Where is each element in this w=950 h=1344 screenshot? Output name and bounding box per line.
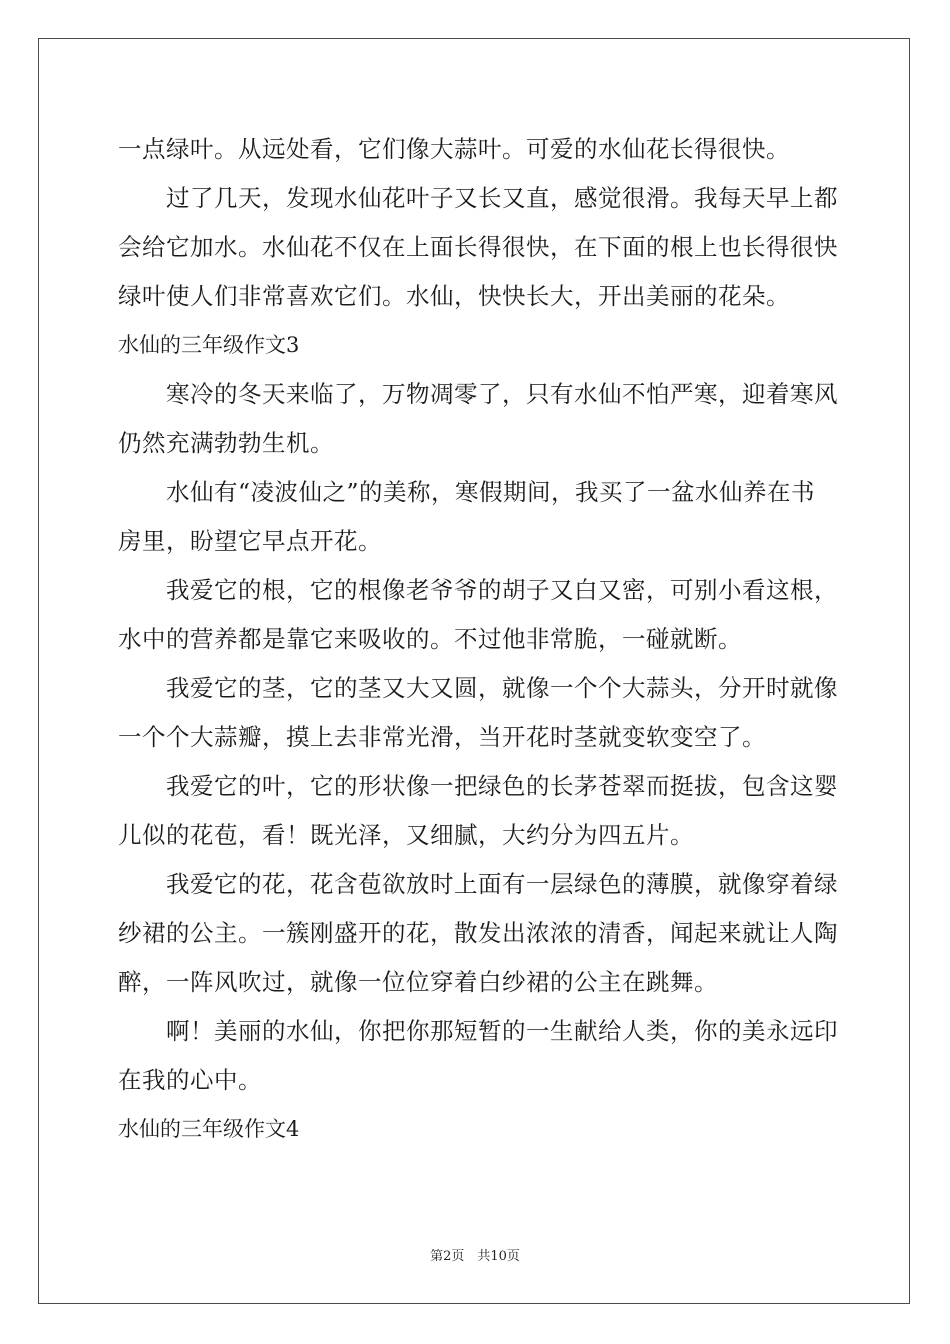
paragraph-line: 在我的心中。 xyxy=(118,1066,262,1094)
paragraph-line: 会给它加水。水仙花不仅在上面长得很快，在下面的根上也长得很快 xyxy=(118,233,838,261)
paragraph-line: 寒冷的冬天来临了，万物凋零了，只有水仙不怕严寒，迎着寒风 xyxy=(166,380,838,408)
paragraph-line: 纱裙的公主。一簇刚盛开的花，散发出浓浓的清香，闻起来就让人陶 xyxy=(118,919,838,947)
paragraph-line: 一个个大蒜瓣，摸上去非常光滑，当开花时茎就变软变空了。 xyxy=(118,723,766,751)
paragraph-line: 醉，一阵风吹过，就像一位位穿着白纱裙的公主在跳舞。 xyxy=(118,968,718,996)
paragraph-line: 仍然充满勃勃生机。 xyxy=(118,429,334,457)
paragraph-line: 房里，盼望它早点开花。 xyxy=(118,527,382,555)
paragraph-line: 水中的营养都是靠它来吸收的。不过他非常脆，一碰就断。 xyxy=(118,625,742,653)
paragraph-line: 绿叶使人们非常喜欢它们。水仙，快快长大，开出美丽的花朵。 xyxy=(118,282,790,310)
paragraph-line: 我爱它的茎，它的茎又大又圆，就像一个个大蒜头，分开时就像 xyxy=(166,674,838,702)
paragraph-line: 我爱它的根，它的根像老爷爷的胡子又白又密，可别小看这根， xyxy=(166,576,838,604)
document-body xyxy=(118,128,838,1157)
section-heading: 水仙的三年级作文4 xyxy=(118,1117,300,1141)
paragraph-line: 过了几天，发现水仙花叶子又长又直，感觉很滑。我每天早上都 xyxy=(166,184,838,212)
paragraph-line: 儿似的花苞，看！既光泽，又细腻，大约分为四五片。 xyxy=(118,821,694,849)
paragraph-line: 啊！美丽的水仙，你把你那短暂的一生献给人类，你的美永远印 xyxy=(166,1017,838,1045)
page-footer: 第2页 共10页 xyxy=(430,1249,520,1264)
paragraph-line: 一点绿叶。从远处看，它们像大蒜叶。可爱的水仙花长得很快。 xyxy=(118,135,790,163)
paragraph-line: 水仙有“凌波仙之”的美称，寒假期间，我买了一盆水仙养在书 xyxy=(166,478,816,506)
section-heading: 水仙的三年级作文3 xyxy=(118,333,300,357)
paragraph-line: 我爱它的花，花含苞欲放时上面有一层绿色的薄膜，就像穿着绿 xyxy=(166,870,838,898)
paragraph-line: 我爱它的叶，它的形状像一把绿色的长茅苍翠而挺拔，包含这婴 xyxy=(166,772,838,800)
